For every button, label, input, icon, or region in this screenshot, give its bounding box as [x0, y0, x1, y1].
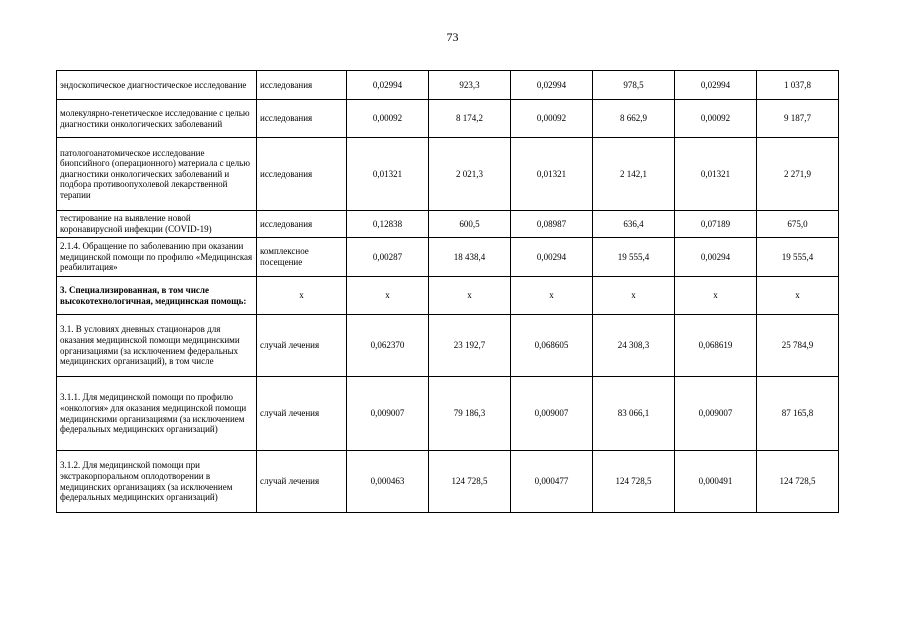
value-cell: 1 037,8: [757, 71, 839, 100]
row-name: тестирование на выявление новой коронавирусной инфекции (COVID-19): [57, 211, 257, 238]
value-cell: 0,02994: [675, 71, 757, 100]
row-unit: исследования: [257, 211, 347, 238]
row-name: 3.1.2. Для медицинской помощи при экстракорпоральном оплодотворении в медицинских организациях (за исключением федеральных медицинских организаций): [57, 451, 257, 513]
value-cell: 0,02994: [511, 71, 593, 100]
value-cell: 0,009007: [675, 377, 757, 451]
value-cell: х: [593, 277, 675, 315]
table-row: [57, 100, 839, 138]
value-cell: 0,000491: [675, 451, 757, 513]
page-number: 73: [446, 30, 459, 44]
value-cell: х: [675, 277, 757, 315]
row-unit: исследования: [257, 100, 347, 138]
value-cell: 25 784,9: [757, 315, 839, 377]
value-cell: 124 728,5: [757, 451, 839, 513]
value-cell: х: [429, 277, 511, 315]
row-name: 2.1.4. Обращение по заболеванию при оказании медицинской помощи по профилю «Медицинская реабилитация»: [57, 238, 257, 277]
table-row: [57, 238, 839, 277]
value-cell: 24 308,3: [593, 315, 675, 377]
value-cell: 0,01321: [675, 138, 757, 211]
row-unit: случай лечения: [257, 451, 347, 513]
row-name: молекулярно-генетическое исследование с целью диагностики онкологических заболеваний: [57, 100, 257, 138]
table-row: [57, 71, 839, 100]
row-unit: комплексное посещение: [257, 238, 347, 277]
value-cell: 0,009007: [347, 377, 429, 451]
value-cell: 19 555,4: [593, 238, 675, 277]
row-unit: исследования: [257, 138, 347, 211]
value-cell: 124 728,5: [429, 451, 511, 513]
value-cell: 978,5: [593, 71, 675, 100]
value-cell: 0,00092: [675, 100, 757, 138]
value-cell: 19 555,4: [757, 238, 839, 277]
value-cell: 87 165,8: [757, 377, 839, 451]
table-row: [57, 451, 839, 513]
value-cell: 124 728,5: [593, 451, 675, 513]
value-cell: 2 021,3: [429, 138, 511, 211]
value-cell: 2 271,9: [757, 138, 839, 211]
value-cell: 9 187,7: [757, 100, 839, 138]
value-cell: 83 066,1: [593, 377, 675, 451]
row-name: эндоскопическое диагностическое исследование: [57, 71, 257, 100]
value-cell: 0,068619: [675, 315, 757, 377]
data-table: [56, 70, 839, 513]
value-cell: 675,0: [757, 211, 839, 238]
value-cell: 636,4: [593, 211, 675, 238]
table-row: [57, 315, 839, 377]
row-name: 3. Специализированная, в том числе высокотехнологичная, медицинская помощь:: [57, 277, 257, 315]
value-cell: х: [347, 277, 429, 315]
value-cell: 600,5: [429, 211, 511, 238]
row-unit: исследования: [257, 71, 347, 100]
value-cell: 0,000477: [511, 451, 593, 513]
value-cell: 0,00092: [511, 100, 593, 138]
row-unit: х: [257, 277, 347, 315]
value-cell: 8 174,2: [429, 100, 511, 138]
row-unit: случай лечения: [257, 377, 347, 451]
table-row: [57, 377, 839, 451]
value-cell: х: [511, 277, 593, 315]
table-body: [57, 71, 839, 513]
table-row: [57, 211, 839, 238]
value-cell: 23 192,7: [429, 315, 511, 377]
value-cell: 0,01321: [511, 138, 593, 211]
value-cell: 0,00294: [675, 238, 757, 277]
value-cell: 0,00287: [347, 238, 429, 277]
value-cell: 79 186,3: [429, 377, 511, 451]
value-cell: 0,02994: [347, 71, 429, 100]
row-unit: случай лечения: [257, 315, 347, 377]
value-cell: 0,068605: [511, 315, 593, 377]
value-cell: 0,062370: [347, 315, 429, 377]
row-name: патологоанатомическое исследование биопсийного (операционного) материала с целью диагностики онкологических заболеваний и подбора противоопухолевой лекарственной терапии: [57, 138, 257, 211]
value-cell: 923,3: [429, 71, 511, 100]
value-cell: 18 438,4: [429, 238, 511, 277]
value-cell: 2 142,1: [593, 138, 675, 211]
row-name: 3.1.1. Для медицинской помощи по профилю «онкология» для оказания медицинской помощи медицинскими организациями (за исключением федеральных медицинских организаций): [57, 377, 257, 451]
value-cell: 0,009007: [511, 377, 593, 451]
table-row: [57, 277, 839, 315]
table-row: [57, 138, 839, 211]
value-cell: х: [757, 277, 839, 315]
row-name: 3.1. В условиях дневных стационаров для оказания медицинской помощи медицинскими организациями (за исключением федеральных медицинских организаций), в том числе: [57, 315, 257, 377]
value-cell: 8 662,9: [593, 100, 675, 138]
value-cell: 0,000463: [347, 451, 429, 513]
value-cell: 0,01321: [347, 138, 429, 211]
value-cell: 0,00294: [511, 238, 593, 277]
value-cell: 0,08987: [511, 211, 593, 238]
value-cell: 0,12838: [347, 211, 429, 238]
value-cell: 0,00092: [347, 100, 429, 138]
value-cell: 0,07189: [675, 211, 757, 238]
